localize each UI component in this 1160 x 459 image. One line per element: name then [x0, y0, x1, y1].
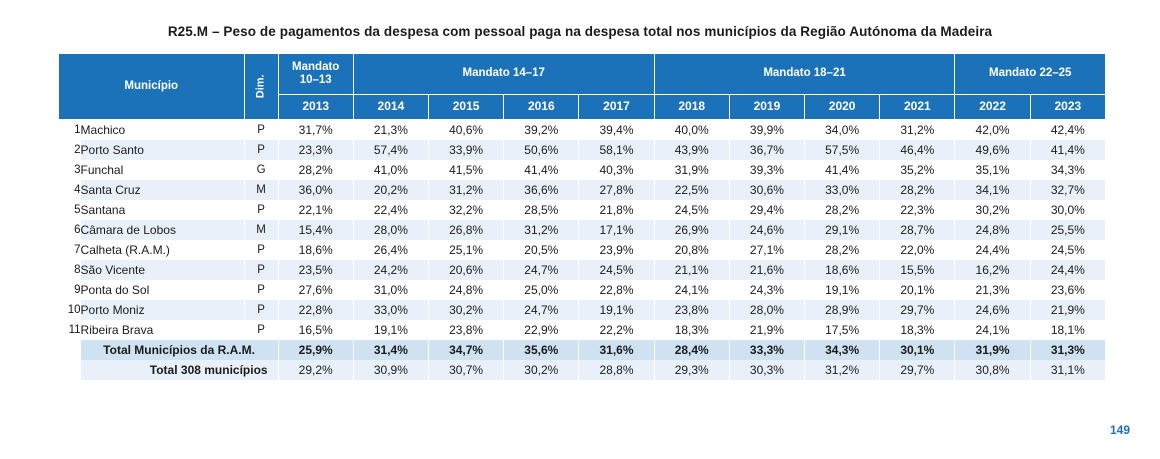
cell-2015: 31,2% [429, 180, 504, 200]
total-cell-2017: 31,6% [579, 340, 654, 360]
cell-2019: 24,6% [729, 220, 804, 240]
table-row [59, 280, 1106, 300]
row-index: 6 [59, 220, 81, 240]
cell-2019: 39,3% [729, 160, 804, 180]
row-index: 2 [59, 140, 81, 160]
cell-2020: 28,2% [805, 240, 880, 260]
cell-2021: 28,7% [880, 220, 955, 240]
row-municipality: Ribeira Brava [81, 320, 244, 340]
cell-2019: 24,3% [729, 280, 804, 300]
table-row [59, 200, 1106, 220]
table-container [58, 53, 1106, 380]
cell-2020: 29,1% [805, 220, 880, 240]
row-index: 10 [59, 300, 81, 320]
total308-cell-2020: 31,2% [805, 360, 880, 380]
cell-2022: 24,6% [955, 300, 1030, 320]
cell-2019: 21,9% [729, 320, 804, 340]
cell-2018: 23,8% [654, 300, 729, 320]
cell-2015: 24,8% [429, 280, 504, 300]
cell-2013: 22,1% [278, 200, 353, 220]
cell-2016: 36,6% [504, 180, 579, 200]
table-row [59, 320, 1106, 340]
cell-2013: 22,8% [278, 300, 353, 320]
row-index: 9 [59, 280, 81, 300]
table-row [59, 260, 1106, 280]
cell-2018: 18,3% [654, 320, 729, 340]
header-year-2020: 2020 [805, 95, 880, 120]
total-row-ram [59, 340, 1106, 360]
cell-2020: 17,5% [805, 320, 880, 340]
cell-2015: 23,8% [429, 320, 504, 340]
cell-2014: 26,4% [353, 240, 428, 260]
cell-2018: 26,9% [654, 220, 729, 240]
cell-2017: 24,5% [579, 260, 654, 280]
cell-2016: 24,7% [504, 300, 579, 320]
cell-2018: 21,1% [654, 260, 729, 280]
cell-2022: 24,4% [955, 240, 1030, 260]
row-municipality: Machico [81, 120, 244, 141]
row-municipality: Porto Santo [81, 140, 244, 160]
total-cell-2019: 33,3% [729, 340, 804, 360]
row-index: 3 [59, 160, 81, 180]
total-cell-2014: 31,4% [353, 340, 428, 360]
header-year-2018: 2018 [654, 95, 729, 120]
cell-2022: 21,3% [955, 280, 1030, 300]
data-table [58, 53, 1106, 380]
page-title: R25.M – Peso de pagamentos da despesa com pessoal paga na despesa total nos municípios da Região Autónoma da Madeira [167, 24, 993, 39]
cell-2014: 28,0% [353, 220, 428, 240]
row-dimension: P [244, 300, 278, 320]
cell-2022: 16,2% [955, 260, 1030, 280]
header-mandate-10-13 [278, 54, 353, 95]
header-year-2016: 2016 [504, 95, 579, 120]
total308-cell-2022: 30,8% [955, 360, 1030, 380]
cell-2016: 41,4% [504, 160, 579, 180]
cell-2021: 28,2% [880, 180, 955, 200]
row-dimension: P [244, 140, 278, 160]
header-row-mandates [59, 54, 1106, 95]
cell-2017: 21,8% [579, 200, 654, 220]
total308-cell-2023: 31,1% [1030, 360, 1105, 380]
cell-2023: 24,4% [1030, 260, 1105, 280]
row-dimension: P [244, 260, 278, 280]
cell-2023: 25,5% [1030, 220, 1105, 240]
table-row [59, 120, 1106, 141]
row-index: 8 [59, 260, 81, 280]
cell-2019: 30,6% [729, 180, 804, 200]
total-cell-2013: 25,9% [278, 340, 353, 360]
total308-cell-2016: 30,2% [504, 360, 579, 380]
cell-2020: 33,0% [805, 180, 880, 200]
cell-2014: 21,3% [353, 120, 428, 141]
table-row [59, 140, 1106, 160]
table-row [59, 240, 1106, 260]
header-year-2019: 2019 [729, 95, 804, 120]
header-mandate-10-13-line1: Mandato [292, 60, 340, 73]
total-cell-2018: 28,4% [654, 340, 729, 360]
cell-2019: 28,0% [729, 300, 804, 320]
header-mandate-18-21: Mandato 18–21 [654, 54, 955, 95]
cell-2014: 41,0% [353, 160, 428, 180]
cell-2021: 31,2% [880, 120, 955, 141]
row-index: 11 [59, 320, 81, 340]
row-municipality: Câmara de Lobos [81, 220, 244, 240]
header-year-2015: 2015 [429, 95, 504, 120]
cell-2014: 22,4% [353, 200, 428, 220]
cell-2016: 39,2% [504, 120, 579, 141]
total-ram-label: Total Municípios da R.A.M. [81, 340, 279, 360]
cell-2023: 21,9% [1030, 300, 1105, 320]
cell-2013: 18,6% [278, 240, 353, 260]
header-mandate-22-25: Mandato 22–25 [955, 54, 1106, 95]
cell-2023: 23,6% [1030, 280, 1105, 300]
cell-2020: 28,9% [805, 300, 880, 320]
cell-2020: 19,1% [805, 280, 880, 300]
cell-2015: 41,5% [429, 160, 504, 180]
cell-2016: 25,0% [504, 280, 579, 300]
cell-2015: 32,2% [429, 200, 504, 220]
cell-2021: 20,1% [880, 280, 955, 300]
cell-2017: 22,2% [579, 320, 654, 340]
table-body [59, 120, 1106, 381]
cell-2019: 36,7% [729, 140, 804, 160]
header-dimension [244, 54, 278, 120]
total308-cell-2019: 30,3% [729, 360, 804, 380]
cell-2014: 33,0% [353, 300, 428, 320]
total308-cell-2013: 29,2% [278, 360, 353, 380]
cell-2020: 57,5% [805, 140, 880, 160]
row-index-empty [59, 340, 81, 360]
cell-2023: 42,4% [1030, 120, 1105, 141]
cell-2017: 39,4% [579, 120, 654, 141]
total-cell-2020: 34,3% [805, 340, 880, 360]
table-row [59, 220, 1106, 240]
header-year-2013: 2013 [278, 95, 353, 120]
row-index: 5 [59, 200, 81, 220]
row-index: 1 [59, 120, 81, 141]
row-index: 7 [59, 240, 81, 260]
total-cell-2023: 31,3% [1030, 340, 1105, 360]
cell-2020: 34,0% [805, 120, 880, 141]
row-dimension: P [244, 200, 278, 220]
cell-2015: 26,8% [429, 220, 504, 240]
total308-cell-2017: 28,8% [579, 360, 654, 380]
cell-2022: 24,8% [955, 220, 1030, 240]
cell-2022: 30,2% [955, 200, 1030, 220]
header-year-2023: 2023 [1030, 95, 1105, 120]
total-row-308 [59, 360, 1106, 380]
total308-cell-2014: 30,9% [353, 360, 428, 380]
total308-cell-2015: 30,7% [429, 360, 504, 380]
cell-2013: 16,5% [278, 320, 353, 340]
cell-2013: 31,7% [278, 120, 353, 141]
row-dimension: P [244, 240, 278, 260]
cell-2018: 40,0% [654, 120, 729, 141]
cell-2022: 24,1% [955, 320, 1030, 340]
row-municipality: Porto Moniz [81, 300, 244, 320]
cell-2017: 58,1% [579, 140, 654, 160]
row-municipality: Santa Cruz [81, 180, 244, 200]
total308-cell-2018: 29,3% [654, 360, 729, 380]
cell-2018: 43,9% [654, 140, 729, 160]
total-cell-2015: 34,7% [429, 340, 504, 360]
cell-2015: 40,6% [429, 120, 504, 141]
cell-2014: 57,4% [353, 140, 428, 160]
cell-2022: 42,0% [955, 120, 1030, 141]
header-year-2022: 2022 [955, 95, 1030, 120]
row-dimension: G [244, 160, 278, 180]
cell-2014: 31,0% [353, 280, 428, 300]
cell-2013: 23,3% [278, 140, 353, 160]
row-index-empty [59, 360, 81, 380]
cell-2015: 20,6% [429, 260, 504, 280]
cell-2018: 31,9% [654, 160, 729, 180]
total-cell-2021: 30,1% [880, 340, 955, 360]
page-number: 149 [1109, 423, 1130, 437]
cell-2019: 27,1% [729, 240, 804, 260]
cell-2014: 19,1% [353, 320, 428, 340]
cell-2016: 24,7% [504, 260, 579, 280]
cell-2019: 39,9% [729, 120, 804, 141]
cell-2017: 19,1% [579, 300, 654, 320]
cell-2016: 28,5% [504, 200, 579, 220]
cell-2016: 20,5% [504, 240, 579, 260]
header-mandate-10-13-line2: 10–13 [299, 74, 332, 86]
cell-2023: 32,7% [1030, 180, 1105, 200]
cell-2016: 31,2% [504, 220, 579, 240]
cell-2021: 29,7% [880, 300, 955, 320]
cell-2022: 35,1% [955, 160, 1030, 180]
cell-2023: 30,0% [1030, 200, 1105, 220]
header-year-2014: 2014 [353, 95, 428, 120]
cell-2021: 22,3% [880, 200, 955, 220]
cell-2013: 36,0% [278, 180, 353, 200]
cell-2018: 20,8% [654, 240, 729, 260]
cell-2023: 18,1% [1030, 320, 1105, 340]
cell-2023: 41,4% [1030, 140, 1105, 160]
row-municipality: Santana [81, 200, 244, 220]
cell-2022: 34,1% [955, 180, 1030, 200]
cell-2016: 22,9% [504, 320, 579, 340]
cell-2021: 35,2% [880, 160, 955, 180]
cell-2017: 40,3% [579, 160, 654, 180]
cell-2018: 24,1% [654, 280, 729, 300]
cell-2021: 46,4% [880, 140, 955, 160]
cell-2020: 41,4% [805, 160, 880, 180]
row-dimension: P [244, 120, 278, 141]
total-308-label: Total 308 municípios [81, 360, 279, 380]
cell-2013: 15,4% [278, 220, 353, 240]
cell-2021: 15,5% [880, 260, 955, 280]
cell-2014: 20,2% [353, 180, 428, 200]
header-mandate-14-17: Mandato 14–17 [353, 54, 654, 95]
cell-2015: 25,1% [429, 240, 504, 260]
row-dimension: P [244, 280, 278, 300]
cell-2014: 24,2% [353, 260, 428, 280]
row-index: 4 [59, 180, 81, 200]
cell-2020: 18,6% [805, 260, 880, 280]
cell-2023: 24,5% [1030, 240, 1105, 260]
cell-2013: 28,2% [278, 160, 353, 180]
cell-2021: 22,0% [880, 240, 955, 260]
cell-2022: 49,6% [955, 140, 1030, 160]
header-year-2021: 2021 [880, 95, 955, 120]
header-dimension-label: Dim. [254, 74, 267, 99]
total308-cell-2021: 29,7% [880, 360, 955, 380]
table-row [59, 300, 1106, 320]
cell-2016: 50,6% [504, 140, 579, 160]
cell-2018: 24,5% [654, 200, 729, 220]
cell-2017: 22,8% [579, 280, 654, 300]
cell-2020: 28,2% [805, 200, 880, 220]
row-dimension: M [244, 220, 278, 240]
table-header [59, 54, 1106, 120]
cell-2017: 23,9% [579, 240, 654, 260]
header-year-2017: 2017 [579, 95, 654, 120]
cell-2013: 27,6% [278, 280, 353, 300]
row-dimension: M [244, 180, 278, 200]
cell-2021: 18,3% [880, 320, 955, 340]
row-municipality: Funchal [81, 160, 244, 180]
row-municipality: Ponta do Sol [81, 280, 244, 300]
cell-2013: 23,5% [278, 260, 353, 280]
cell-2018: 22,5% [654, 180, 729, 200]
row-dimension: P [244, 320, 278, 340]
table-row [59, 160, 1106, 180]
row-municipality: Calheta (R.A.M.) [81, 240, 244, 260]
row-municipality: São Vicente [81, 260, 244, 280]
cell-2019: 29,4% [729, 200, 804, 220]
total-cell-2016: 35,6% [504, 340, 579, 360]
total-cell-2022: 31,9% [955, 340, 1030, 360]
cell-2017: 17,1% [579, 220, 654, 240]
table-row [59, 180, 1106, 200]
header-municipality: Município [59, 54, 245, 120]
cell-2019: 21,6% [729, 260, 804, 280]
cell-2015: 33,9% [429, 140, 504, 160]
cell-2015: 30,2% [429, 300, 504, 320]
cell-2017: 27,8% [579, 180, 654, 200]
cell-2023: 34,3% [1030, 160, 1105, 180]
